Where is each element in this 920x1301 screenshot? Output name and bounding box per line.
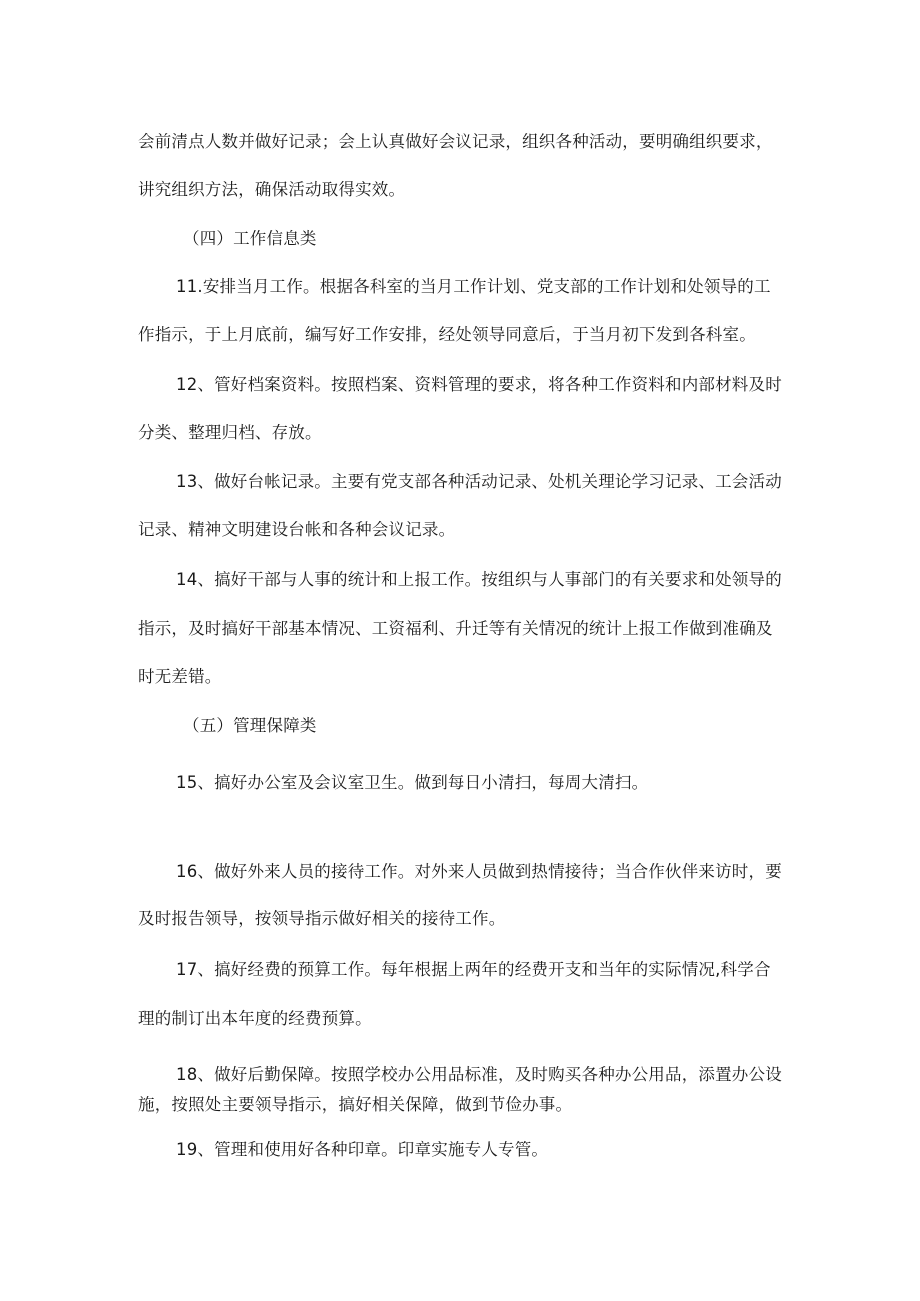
- item-12-line-1: 12、管好档案资料。按照档案、资料管理的要求，将各种工作资料和内部材料及时: [176, 375, 782, 394]
- item-17-line-1: 17、搞好经费的预算工作。每年根据上两年的经费开支和当年的实际情况,科学合: [176, 960, 771, 979]
- item-11-line-2: 作指示，于上月底前，编写好工作安排，经处领导同意后，于当月初下发到各科室。: [138, 325, 756, 344]
- item-18-line-1: 18、做好后勤保障。按照学校办公用品标准，及时购买各种办公用品，添置办公设: [176, 1065, 782, 1084]
- item-17-line-2: 理的制订出本年度的经费预算。: [138, 1009, 372, 1028]
- paragraph-line: 讲究组织方法，确保活动取得实效。: [138, 180, 406, 199]
- item-14-line-1: 14、搞好干部与人事的统计和上报工作。按组织与人事部门的有关要求和处领导的: [176, 570, 782, 589]
- item-16-line-2: 及时报告领导，按领导指示做好相关的接待工作。: [138, 909, 506, 928]
- item-19-line-1: 19、管理和使用好各种印章。印章实施专人专管。: [176, 1140, 549, 1159]
- item-12-line-2: 分类、整理归档、存放。: [138, 423, 322, 442]
- section-heading-5: （五）管理保障类: [183, 716, 317, 735]
- item-16-line-1: 16、做好外来人员的接待工作。对外来人员做到热情接待；当合作伙伴来访时，要: [176, 862, 782, 881]
- paragraph-line: 会前清点人数并做好记录；会上认真做好会议记录，组织各种活动，要明确组织要求，: [138, 132, 773, 151]
- item-13-line-2: 记录、精神文明建设台帐和各种会议记录。: [138, 520, 456, 539]
- section-heading-4: （四）工作信息类: [183, 229, 317, 248]
- item-13-line-1: 13、做好台帐记录。主要有党支部各种活动记录、处机关理论学习记录、工会活动: [176, 472, 782, 491]
- item-14-line-2: 指示，及时搞好干部基本情况、工资福利、升迁等有关情况的统计上报工作做到准确及: [138, 619, 773, 638]
- item-14-line-3: 时无差错。: [138, 667, 222, 686]
- item-15-line-1: 15、搞好办公室及会议室卫生。做到每日小清扫，每周大清扫。: [176, 773, 649, 792]
- item-11-line-1: 11.安排当月工作。根据各科室的当月工作计划、党支部的工作计划和处领导的工: [176, 277, 771, 296]
- item-18-line-2: 施，按照处主要领导指示，搞好相关保障，做到节俭办事。: [138, 1095, 573, 1114]
